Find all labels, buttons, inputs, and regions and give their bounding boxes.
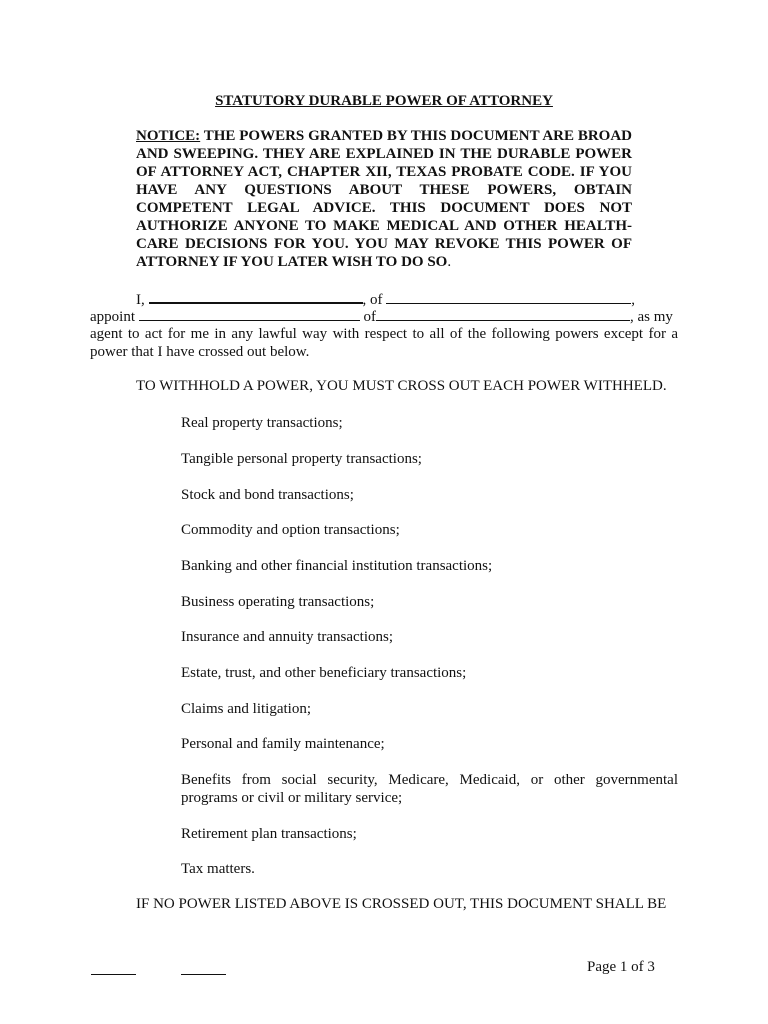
- grantor-line: [136, 289, 635, 309]
- power-item[interactable]: Stock and bond transactions;: [181, 487, 354, 503]
- initials-field-2[interactable]: [181, 974, 226, 975]
- power-item[interactable]: Tangible personal property transactions;: [181, 451, 422, 467]
- power-item[interactable]: Tax matters.: [181, 861, 255, 877]
- document-title: [0, 93, 768, 110]
- withhold-instruction: TO WITHHOLD A POWER, YOU MUST CROSS OUT EACH POWER WITHHELD.: [136, 378, 667, 394]
- power-item[interactable]: Commodity and option transactions;: [181, 522, 400, 538]
- page-number: Page 1 of 3: [587, 959, 655, 975]
- grantor-name-field[interactable]: [149, 289, 363, 304]
- power-item[interactable]: Estate, trust, and other beneficiary transactions;: [181, 665, 467, 681]
- grantor-address-field[interactable]: [386, 290, 631, 304]
- notice-block: [136, 127, 632, 271]
- power-item[interactable]: Insurance and annuity transactions;: [181, 629, 394, 645]
- appoint-label: appoint: [90, 309, 135, 325]
- power-item[interactable]: Benefits from social security, Medicare, Medicaid, or other governmental programs or civil or military service;: [181, 772, 678, 806]
- initials-field-1[interactable]: [91, 974, 136, 975]
- agent-address-field[interactable]: [376, 307, 630, 321]
- power-item[interactable]: Real property transactions;: [181, 415, 343, 431]
- agent-name-field[interactable]: [139, 307, 360, 321]
- appoint-of: of: [363, 309, 376, 325]
- title-text: STATUTORY DURABLE POWER OF ATTORNEY: [215, 93, 553, 109]
- agent-authority-text: agent to act for me in any lawful way with respect to all of the following powers except for a power that I have crossed out below.: [90, 326, 678, 360]
- power-item[interactable]: Retirement plan transactions;: [181, 826, 357, 842]
- power-item[interactable]: Business operating transactions;: [181, 594, 375, 610]
- appoint-suffix: , as my: [630, 309, 673, 325]
- grantor-comma: ,: [631, 292, 635, 308]
- grantor-of: , of: [362, 292, 383, 308]
- notice-end: .: [447, 254, 452, 270]
- final-statement: IF NO POWER LISTED ABOVE IS CROSSED OUT, THIS DOCUMENT SHALL BE: [136, 896, 667, 912]
- appoint-line: [90, 307, 673, 326]
- grantor-prefix: I,: [136, 292, 145, 308]
- power-item[interactable]: Banking and other financial institution transactions;: [181, 558, 493, 574]
- notice-text: THE POWERS GRANTED BY THIS DOCUMENT ARE BROAD AND SWEEPING. THEY ARE EXPLAINED IN THE DURABLE POWER OF ATTORNEY ACT, CHAPTER XII, TEXAS PROBATE CODE. IF YOU HAVE ANY QUESTIONS ABOUT THESE POWERS, OBTAIN COMPETENT LEGAL ADVICE. THIS DOCUMENT DOES NOT AUTHORIZE ANYONE TO MAKE MEDICAL AND OTHER HEALTH-CARE DECISIONS FOR YOU. YOU MAY REVOKE THIS POWER OF ATTORNEY IF YOU LATER WISH TO DO SO: [136, 128, 632, 270]
- power-item[interactable]: Personal and family maintenance;: [181, 736, 385, 752]
- notice-label: NOTICE:: [136, 128, 201, 144]
- power-item[interactable]: Claims and litigation;: [181, 701, 311, 717]
